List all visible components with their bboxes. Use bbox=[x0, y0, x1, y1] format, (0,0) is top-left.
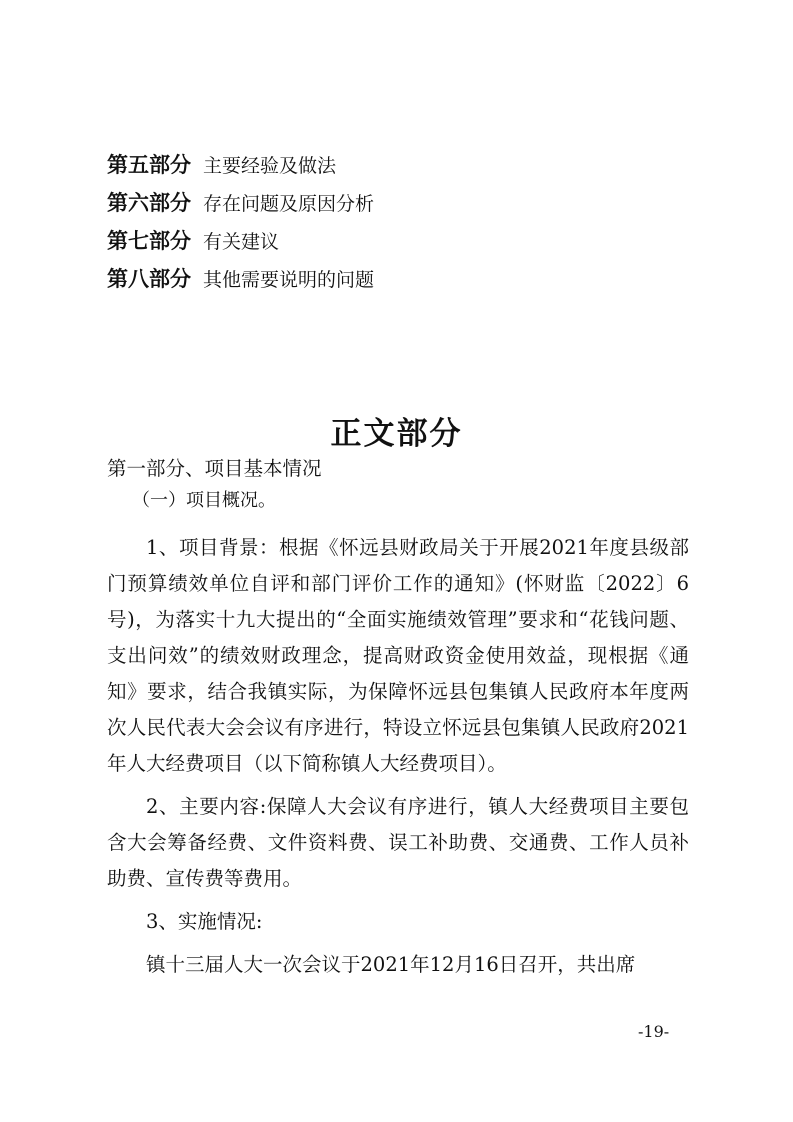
toc-item bbox=[107, 224, 374, 262]
toc-part-label: 第五部分 bbox=[107, 153, 191, 177]
toc-item bbox=[107, 186, 374, 224]
paragraph: 3、实施情况: bbox=[146, 910, 263, 933]
toc-part-label: 第八部分 bbox=[107, 267, 191, 291]
toc-item-text: 存在问题及原因分析 bbox=[203, 193, 375, 215]
body-text bbox=[107, 530, 689, 990]
toc-item-text: 有关建议 bbox=[203, 231, 280, 253]
table-of-contents bbox=[107, 148, 374, 300]
main-title: 正文部分 bbox=[330, 416, 463, 452]
toc-item-text: 其他需要说明的问题 bbox=[203, 269, 375, 291]
paragraph: 1、项目背景：根据《怀远县财政局关于开展2021年度县级部门预算绩效单位自评和部门评价工作的通知》(怀财监〔2022〕6号)，为落实十九大提出的“全面实施绩效管理”要求和“花钱问题、支出问效”的绩效财政理念，提高财政资金使用效益，现根据《通知》要求，结合我镇实际，为保障怀远县包集镇人民政府本年度两次人民代表大会会议有序进行，特设立怀远县包集镇人民政府2021年人大经费项目（以下简称镇人大经费项目）。 bbox=[107, 536, 689, 775]
toc-item bbox=[107, 262, 374, 300]
toc-part-label: 第七部分 bbox=[107, 229, 191, 253]
paragraph: 镇十三届人大一次会议于2021年12月16日召开，共出席 bbox=[146, 953, 636, 976]
toc-item-text: 主要经验及做法 bbox=[203, 155, 337, 177]
page-number: -19- bbox=[638, 1022, 670, 1041]
toc-item bbox=[107, 148, 374, 186]
toc-part-label: 第六部分 bbox=[107, 191, 191, 215]
section-heading: 第一部分、项目基本情况 bbox=[107, 457, 322, 480]
paragraph: 2、主要内容:保障人大会议有序进行，镇人大经费项目主要包含大会筹备经费、文件资料费、误工补助费、交通费、工作人员补助费、宣传费等费用。 bbox=[107, 795, 689, 890]
subsection-heading: （一）项目概况。 bbox=[132, 490, 276, 511]
